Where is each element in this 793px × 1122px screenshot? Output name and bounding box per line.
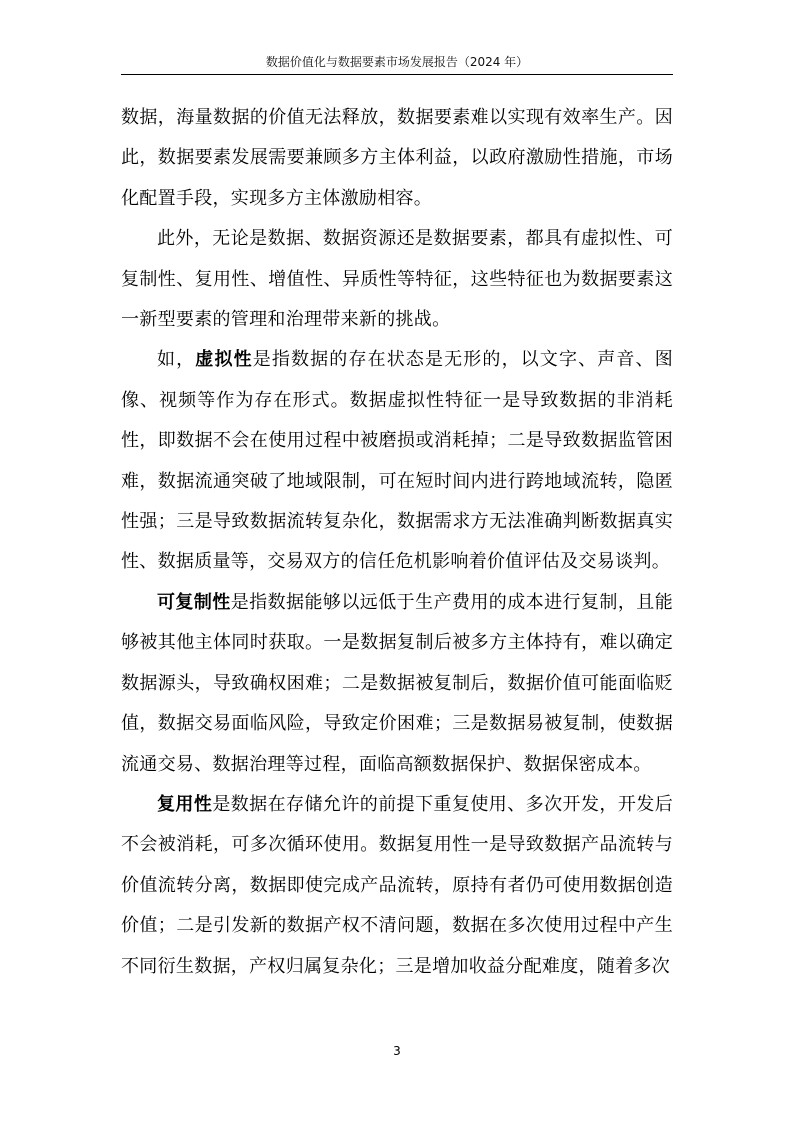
paragraph-virtuality: [121, 340, 673, 582]
header-rule: [121, 74, 673, 75]
paragraph-lead: 如，: [157, 349, 196, 371]
term-virtuality: 虚拟性: [195, 349, 253, 371]
body-text: [121, 98, 673, 987]
page-number: 3: [393, 1044, 401, 1058]
running-header: 数据价值化与数据要素市场发展报告（2024 年）: [265, 55, 529, 69]
paragraph-replicability-text: 是指数据能够以远低于生产费用的成本进行复制，且能够被其他主体同时获取。一是数据复制后被多方主体持有，难以确定数据源头，导致确权困难；二是数据被复制后，数据价值可能面临贬值，数据交易面临风险，导致定价困难；三是数据易被复制，使数据流通交易、数据治理等过程，面临高额数据保护、数据保密成本。: [121, 591, 673, 775]
paragraph-reusability: [121, 785, 673, 987]
paragraph-2-text: 此外，无论是数据、数据资源还是数据要素，都具有虚拟性、可复制性、复用性、增值性、异质性等特征，这些特征也为数据要素这一新型要素的管理和治理带来新的挑战。: [121, 228, 673, 331]
paragraph-reusability-text: 是数据在存储允许的前提下重复使用、多次开发，开发后不会被消耗，可多次循环使用。数据复用性一是导致数据产品流转与价值流转分离，数据即使完成产品流转，原持有者仍可使用数据创造价值；二是引发新的数据产权不清问题，数据在多次使用过程中产生不同衍生数据，产权归属复杂化；三是增加收益分配难度，随着多次: [121, 793, 674, 977]
paragraph-virtuality-text: 是指数据的存在状态是无形的，以文字、声音、图像、视频等作为存在形式。数据虚拟性特征一是导致数据的非消耗性，即数据不会在使用过程中被磨损或消耗掉；二是导致数据监管困难，数据流通突破了地域限制，可在短时间内进行跨地域流转，隐匿性强；三是导致数据流转复杂化，数据需求方无法准确判断数据真实性、数据质量等，交易双方的信任危机影响着价值评估及交易谈判。: [121, 349, 674, 573]
term-reusability: 复用性: [157, 793, 213, 815]
paragraph-2: [121, 219, 673, 340]
paragraph-replicability: [121, 583, 673, 785]
term-replicability: 可复制性: [157, 591, 231, 613]
paragraph-1: [121, 98, 673, 219]
paragraph-1-text: 数据，海量数据的价值无法释放，数据要素难以实现有效率生产。因此，数据要素发展需要兼顾多方主体利益，以政府激励性措施，市场化配置手段，实现多方主体激励相容。: [121, 107, 673, 209]
